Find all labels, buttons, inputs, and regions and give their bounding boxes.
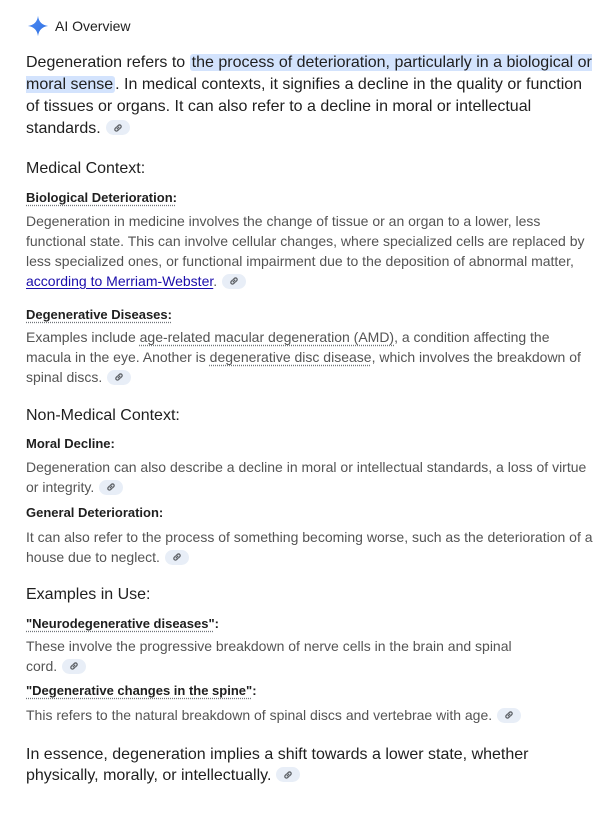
- source-link-chip[interactable]: [497, 708, 521, 723]
- link-icon: [114, 372, 124, 382]
- sparkle-icon: [27, 15, 49, 37]
- link-icon: [172, 552, 182, 562]
- source-link-chip[interactable]: [62, 659, 86, 674]
- merriam-webster-link[interactable]: according to Merriam-Webster: [26, 273, 214, 289]
- header-title: AI Overview: [55, 18, 131, 34]
- degenerative-spine-heading: "Degenerative changes in the spine":: [26, 683, 257, 698]
- amd-term[interactable]: age-related macular degeneration (AMD): [139, 329, 395, 345]
- source-link-chip[interactable]: [276, 767, 300, 782]
- link-icon: [504, 710, 514, 720]
- examples-in-use-heading: Examples in Use:: [26, 586, 151, 603]
- non-medical-context-heading: Non-Medical Context:: [26, 407, 180, 424]
- link-icon: [69, 661, 79, 671]
- source-link-chip[interactable]: [107, 370, 131, 385]
- disc-disease-term[interactable]: degenerative disc disease: [209, 349, 372, 365]
- moral-decline-text: Degeneration can also describe a decline in moral or intellectual standards, a loss of virtue or integrity.: [26, 459, 587, 495]
- biological-deterioration-text: Degeneration in medicine involves the change of tissue or an organ to a lower, less functional state. This can involve cellular changes, where specialized cells are replaced by less specialized ones, or functional impairment due to the deposition of abnormal matter, according to Merriam-Webster.: [26, 213, 585, 289]
- degenerative-diseases-text: Examples include age-related macular degeneration (AMD), a condition affecting the macula in the eye. Another is degenerative disc disease, which involves the breakdown of spinal discs.: [26, 329, 581, 385]
- neurodegenerative-heading: "Neurodegenerative diseases":: [26, 616, 219, 631]
- general-deterioration-heading: General Deterioration:: [26, 505, 164, 520]
- overview-content: [26, 52, 596, 786]
- neurodegenerative-text: These involve the progressive breakdown of nerve cells in the brain and spinal cord.: [26, 638, 512, 674]
- source-link-chip[interactable]: [99, 480, 123, 495]
- link-icon: [113, 123, 123, 133]
- source-link-chip[interactable]: [165, 550, 189, 565]
- degenerative-diseases-heading: Degenerative Diseases:: [26, 307, 172, 322]
- closing-paragraph: In essence, degeneration implies a shift towards a lower state, whether physically, morally, or intellectually.: [26, 746, 529, 784]
- source-link-chip[interactable]: [222, 274, 246, 289]
- general-deterioration-text: It can also refer to the process of something becoming worse, such as the deterioration of a house due to neglect.: [26, 529, 593, 565]
- link-icon: [106, 482, 116, 492]
- intro-paragraph: Degeneration refers to the process of deterioration, particularly in a biological or moral sense . In medical contexts, it signifies a decline in the quality or function of tissues or organs. It can also refer to a decline in moral or intellectual standards.: [26, 54, 592, 137]
- moral-decline-heading: Moral Decline:: [26, 436, 115, 451]
- degenerative-spine-text: This refers to the natural breakdown of spinal discs and vertebrae with age.: [26, 705, 596, 725]
- link-icon: [229, 276, 239, 286]
- biological-deterioration-heading: Biological Deterioration:: [26, 190, 177, 205]
- ai-overview-header: [27, 14, 130, 38]
- medical-context-heading: Medical Context:: [26, 160, 146, 177]
- source-link-chip[interactable]: [106, 120, 130, 135]
- link-icon: [283, 770, 293, 780]
- highlighted-definition: the process of deterioration, particularly in a biological or moral sense: [26, 54, 592, 93]
